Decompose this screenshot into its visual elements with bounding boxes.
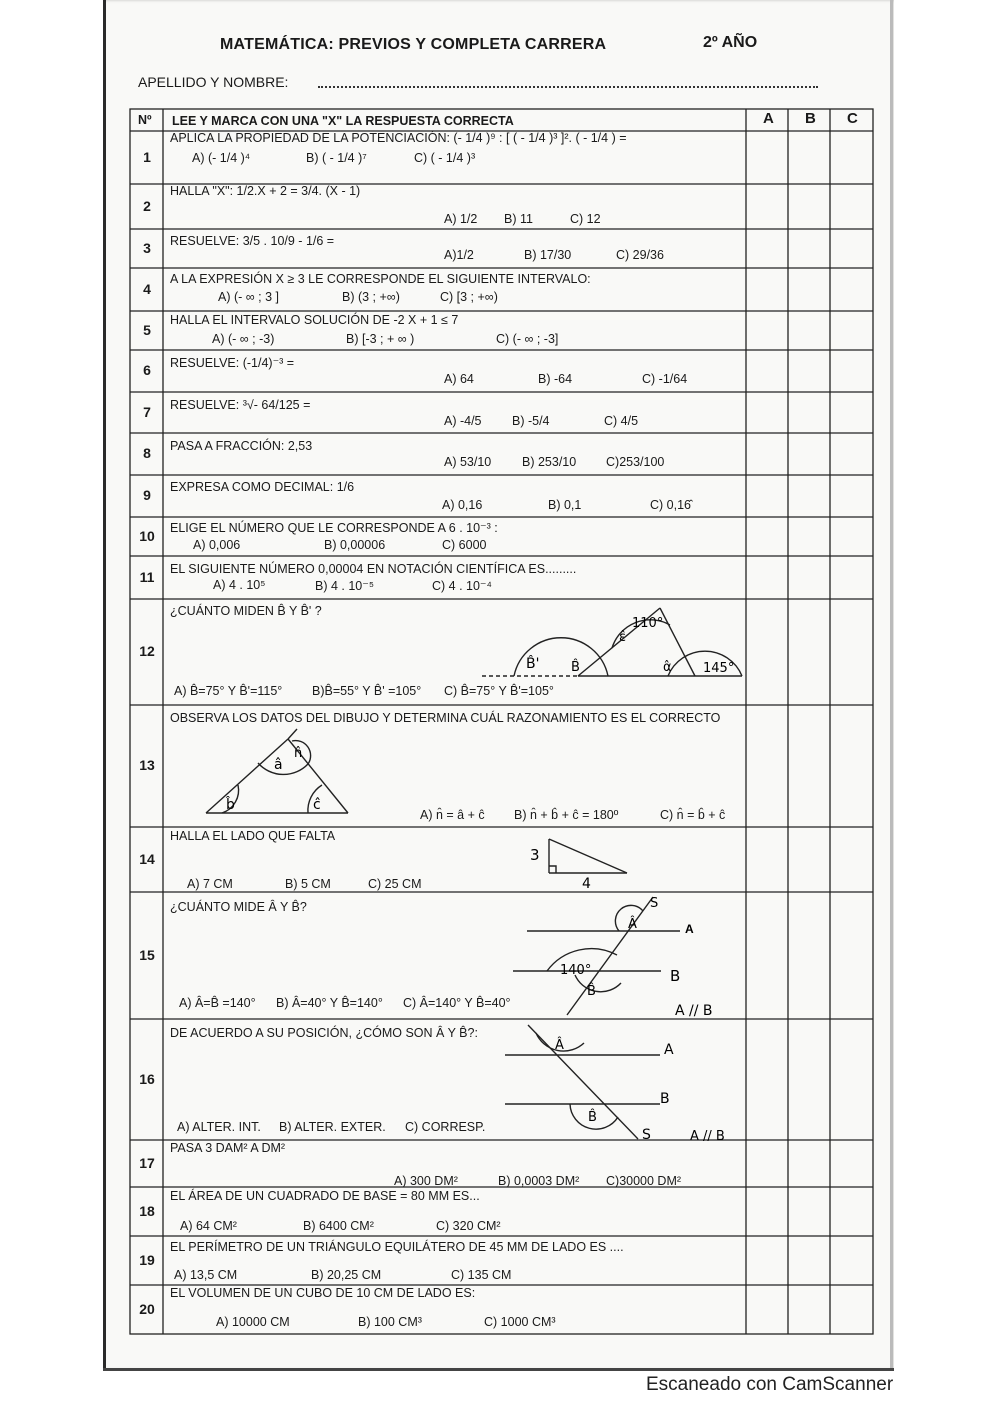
parallel-note: A // B: [675, 1003, 713, 1019]
option-c: C) CORRESP.: [405, 1120, 486, 1134]
line-a-label: A: [664, 1042, 674, 1058]
header-number: Nº: [138, 113, 152, 127]
option-a: A) 1/2: [444, 212, 478, 226]
angle-b-label: B̂: [587, 984, 596, 999]
answer-cell-a[interactable]: [747, 1141, 787, 1186]
question-number: 10: [139, 527, 155, 544]
label-a-hat: â: [274, 757, 283, 773]
answer-cell-b[interactable]: [789, 393, 829, 432]
option-a: A) B̂=75° Y B̂'=115°: [174, 684, 283, 698]
question-number: 9: [143, 487, 151, 503]
option-a: A) (- ∞ ; 3 ]: [218, 290, 279, 304]
answer-cell-a[interactable]: [747, 351, 787, 391]
question-text: EL ÁREA DE UN CUADRADO DE BASE = 80 MM ES...: [170, 1189, 480, 1203]
option-b: B) (3 ; +∞): [342, 290, 400, 304]
answer-cell-c[interactable]: [831, 828, 872, 891]
answer-cell-c[interactable]: [831, 351, 872, 391]
answer-cell-a[interactable]: [747, 132, 787, 183]
answer-cell-a[interactable]: [747, 1188, 787, 1235]
option-b: B) 11: [504, 212, 533, 226]
figure-q14-right-triangle: [525, 835, 635, 891]
question-text: RESUELVE: 3/5 . 10/9 - 1/6 =: [170, 234, 335, 248]
question-number: 11: [139, 568, 155, 585]
option-a: A)1/2: [444, 248, 474, 262]
question-number: 5: [143, 321, 151, 338]
answer-cell-c[interactable]: [831, 132, 872, 183]
answer-cell-a[interactable]: [747, 393, 787, 432]
figure-q16-parallel-lines: [500, 1021, 745, 1143]
label-epsilon: ε̂: [619, 630, 627, 645]
option-c: C) 29/36: [616, 248, 664, 262]
line-a-label: A: [685, 922, 694, 936]
line-b-label: B: [660, 1091, 670, 1107]
question-number: 2: [143, 197, 151, 214]
answer-cell-c[interactable]: [831, 893, 872, 1018]
option-c: C) [3 ; +∞): [440, 290, 498, 304]
answer-cell-a[interactable]: [747, 476, 787, 516]
question-text: ELIGE EL NÚMERO QUE LE CORRESPONDE A 6 . 10⁻³ :: [170, 521, 498, 535]
question-text: A LA EXPRESIÓN X ≥ 3 LE CORRESPONDE EL SIGUIENTE INTERVALO:: [170, 272, 591, 286]
option-c: C)253/100: [606, 455, 665, 469]
option-b: B) ALTER. EXTER.: [279, 1120, 386, 1134]
answer-cell-a[interactable]: [747, 557, 787, 598]
question-number: 20: [139, 1300, 155, 1317]
name-label: APELLIDO Y NOMBRE:: [138, 74, 289, 90]
option-b: B) ( - 1/4 )⁷: [306, 151, 367, 165]
question-text: APLICA LA PROPIEDAD DE LA POTENCIACIÓN: (- 1/4 )⁹ : [ ( - 1/4 )³ ]². ( - 1/4 ) =: [170, 131, 627, 145]
label-c-hat: ĉ: [313, 797, 321, 813]
option-b: B) -64: [538, 372, 573, 386]
option-a: A) ALTER. INT.: [177, 1120, 261, 1134]
answer-cell-c[interactable]: [831, 230, 872, 267]
answer-cell-b[interactable]: [789, 132, 829, 183]
question-text: PASA 3 DAM² A DM²: [170, 1141, 286, 1155]
option-c: C) 1000 CM³: [484, 1315, 556, 1329]
question-text: DE ACUERDO A SU POSICIÓN, ¿CÓMO SON Â Y B̂?:: [170, 1026, 478, 1040]
option-c: C) 4 . 10⁻⁴: [432, 579, 492, 593]
question-number: 4: [143, 280, 151, 297]
option-b: B) 4 . 10⁻⁵: [315, 579, 375, 593]
option-a: A) 53/10: [444, 455, 492, 469]
option-a: A) 300 DM²: [394, 1174, 458, 1188]
answer-cell-b[interactable]: [789, 893, 829, 1018]
option-c: C) 135 CM: [451, 1268, 512, 1282]
option-c: C) -1/64: [642, 372, 688, 386]
answer-cell-b[interactable]: [789, 434, 829, 474]
angle-b-label: B̂: [588, 1110, 597, 1125]
question-number: 1: [143, 148, 151, 165]
answer-cell-a[interactable]: [747, 828, 787, 891]
line-s-label: S: [642, 1127, 651, 1143]
option-a: A) n̂ = â + ĉ: [420, 808, 485, 822]
question-number: 6: [143, 362, 151, 378]
side-4: 4: [582, 876, 591, 891]
answer-cell-c[interactable]: [831, 476, 872, 516]
option-a: A) 13,5 CM: [174, 1268, 238, 1282]
option-a: A) 0,006: [193, 538, 241, 552]
answer-cell-a[interactable]: [747, 230, 787, 267]
answer-cell-a[interactable]: [747, 1286, 787, 1333]
question-text: ¿CUÁNTO MIDE Â Y B̂?: [170, 900, 307, 914]
question-number: 18: [139, 1202, 155, 1219]
question-text: HALLA EL INTERVALO SOLUCIÓN DE -2 X + 1 ≤ 7: [170, 313, 459, 327]
option-b: B) n̂ + b̂ + ĉ = 180º: [514, 808, 619, 822]
question-text: HALLA EL LADO QUE FALTA: [170, 829, 336, 843]
figure-q13-triangle: [200, 727, 360, 819]
angle-a-label: Â: [555, 1038, 564, 1053]
option-b: B) Â=40° Y B̂=140°: [276, 996, 383, 1010]
answer-cell-a[interactable]: [747, 185, 787, 228]
question-number: 8: [143, 445, 151, 461]
angle-110: 110°: [632, 616, 664, 631]
answer-cell-b[interactable]: [789, 351, 829, 391]
option-c: C) 320 CM²: [436, 1219, 501, 1233]
option-c: C) (- ∞ ; -3]: [496, 332, 559, 346]
option-a: A) 7 CM: [187, 877, 233, 891]
question-number: 19: [139, 1251, 155, 1268]
answer-cell-c[interactable]: [831, 1237, 872, 1284]
answer-cell-a[interactable]: [747, 269, 787, 310]
answer-cell-b[interactable]: [789, 518, 829, 555]
side-3: 3: [530, 846, 540, 864]
option-b: B) 0,1: [548, 498, 582, 512]
grade-year: 2º AÑO: [703, 34, 758, 51]
answer-cell-c[interactable]: [831, 434, 872, 474]
answer-cell-b[interactable]: [789, 1237, 829, 1284]
option-b: B) 6400 CM²: [303, 1219, 374, 1233]
option-a: A) -4/5: [444, 414, 482, 428]
question-text: RESUELVE: (-1/4)⁻³ =: [170, 356, 295, 370]
option-c: C) B̂=75° Y B̂'=105°: [444, 684, 554, 698]
label-b: B̂: [571, 660, 580, 675]
answer-cell-a[interactable]: [747, 706, 787, 826]
option-c: C)30000 DM²: [606, 1174, 682, 1188]
answer-cell-b[interactable]: [789, 269, 829, 310]
question-text: RESUELVE: ³√- 64/125 =: [170, 398, 311, 412]
option-b: B) 100 CM³: [358, 1315, 422, 1329]
option-b: B) 5 CM: [285, 877, 331, 891]
answer-cell-c[interactable]: [831, 557, 872, 598]
figure-q15-parallel-lines: [505, 893, 745, 1019]
answer-cell-b[interactable]: [789, 557, 829, 598]
label-alpha: α̂: [663, 660, 672, 675]
question-text: EL VOLUMEN DE UN CUBO DE 10 CM DE LADO ES:: [170, 1286, 476, 1300]
answer-cell-c[interactable]: [831, 269, 872, 310]
question-number: 3: [143, 239, 151, 256]
label-n-hat: n̂: [294, 746, 303, 761]
header-col-c: C: [847, 110, 858, 127]
option-a: A) 64: [444, 372, 474, 386]
answer-cell-b[interactable]: [789, 1286, 829, 1333]
answer-cell-a[interactable]: [747, 1020, 787, 1139]
answer-cell-a[interactable]: [747, 1237, 787, 1284]
answer-cell-c[interactable]: [831, 1020, 872, 1139]
option-b: B) 253/10: [522, 455, 577, 469]
answer-cell-c[interactable]: [831, 1141, 872, 1186]
answer-cell-b[interactable]: [789, 312, 829, 349]
option-b: B) -5/4: [512, 414, 550, 428]
option-a: A) (- ∞ ; -3): [212, 332, 275, 346]
figure-q12-triangle: [480, 600, 750, 702]
answer-cell-b[interactable]: [789, 828, 829, 891]
question-number: 14: [139, 850, 155, 867]
option-c: C) n̂ = b̂ + ĉ: [660, 808, 726, 822]
option-b: B) 0,0003 DM²: [498, 1174, 580, 1188]
option-b: B)B̂=55° Y B̂' =105°: [312, 684, 422, 698]
answer-cell-c[interactable]: [831, 393, 872, 432]
answer-cell-b[interactable]: [789, 185, 829, 228]
question-text: EXPRESA COMO DECIMAL: 1/6: [170, 480, 355, 494]
header-instruction: LEE Y MARCA CON UNA "X" LA RESPUESTA CORRECTA: [172, 114, 514, 128]
answer-cell-c[interactable]: [831, 185, 872, 228]
option-a: A) (- 1/4 )⁴: [192, 151, 251, 165]
answer-cell-a[interactable]: [747, 518, 787, 555]
line-b-label: B: [670, 967, 681, 985]
option-b: B) 20,25 CM: [311, 1268, 382, 1282]
question-number: 12: [139, 643, 155, 659]
option-b: B) [-3 ; + ∞ ): [346, 332, 415, 346]
angle-a-label: Â: [628, 917, 637, 932]
option-b: B) 17/30: [524, 248, 572, 262]
question-number: 13: [139, 757, 155, 773]
answer-cell-b[interactable]: [789, 600, 829, 704]
label-b-hat: b̂: [226, 797, 235, 813]
question-text: EL PERÍMETRO DE UN TRIÁNGULO EQUILÁTERO DE 45 MM DE LADO ES ....: [170, 1240, 624, 1254]
scanner-footer: Escaneado con CamScanner: [646, 1374, 894, 1395]
line-s-label: S: [650, 896, 659, 911]
option-c: C) 0,16̂: [650, 498, 691, 512]
option-a: A) Â=B̂ =140°: [179, 996, 256, 1010]
question-number: 16: [139, 1070, 155, 1087]
answer-cell-b[interactable]: [789, 1141, 829, 1186]
angle-145: 145°: [703, 661, 735, 676]
question-text: OBSERVA LOS DATOS DEL DIBUJO Y DETERMINA CUÁL RAZONAMIENTO ES EL CORRECTO: [170, 711, 721, 725]
answer-cell-a[interactable]: [747, 434, 787, 474]
question-text: HALLA "X": 1/2.X + 2 = 3/4. (X - 1): [170, 184, 361, 198]
option-a: A) 10000 CM: [216, 1315, 290, 1329]
question-number: 7: [143, 403, 151, 420]
angle-140: 140°: [560, 963, 592, 978]
label-bp: B̂': [526, 656, 540, 672]
option-a: A) 4 . 10⁵: [213, 578, 266, 592]
option-c: C) 4/5: [604, 414, 639, 428]
answer-cell-c[interactable]: [831, 312, 872, 349]
question-text: ¿CUÁNTO MIDEN B̂ Y B̂' ?: [170, 604, 322, 618]
option-c: C) 25 CM: [368, 877, 422, 891]
header-col-b: B: [805, 110, 816, 127]
answer-cell-a[interactable]: [747, 312, 787, 349]
answer-cell-a[interactable]: [747, 600, 787, 704]
question-number: 15: [139, 946, 155, 963]
option-a: A) 0,16: [442, 498, 483, 512]
answer-cell-b[interactable]: [789, 476, 829, 516]
option-c: C) 12: [570, 212, 601, 226]
question-number: 17: [139, 1154, 155, 1171]
answer-cell-c[interactable]: [831, 600, 872, 704]
answer-cell-b[interactable]: [789, 706, 829, 826]
question-text: PASA A FRACCIÓN: 2,53: [170, 439, 313, 453]
answer-cell-c[interactable]: [831, 1188, 872, 1235]
header-col-a: A: [763, 110, 774, 127]
question-text: EL SIGUIENTE NÚMERO 0,00004 EN NOTACIÓN CIENTÍFICA ES.........: [170, 562, 577, 576]
answer-cell-c[interactable]: [831, 706, 872, 826]
page-title: MATEMÁTICA: PREVIOS Y COMPLETA CARRERA: [220, 36, 607, 53]
option-c: C) ( - 1/4 )³: [414, 151, 476, 165]
answer-cell-b[interactable]: [789, 230, 829, 267]
answer-cell-c[interactable]: [831, 1286, 872, 1333]
answer-cell-b[interactable]: [789, 1020, 829, 1139]
parallel-note: A // B: [690, 1129, 725, 1143]
answer-cell-b[interactable]: [789, 1188, 829, 1235]
answer-cell-a[interactable]: [747, 893, 787, 1018]
answer-cell-c[interactable]: [831, 518, 872, 555]
option-c: C) 6000: [442, 538, 487, 552]
option-a: A) 64 CM²: [180, 1219, 237, 1233]
option-b: B) 0,00006: [324, 538, 386, 552]
option-c: C) Â=140° Y B̂=40°: [403, 996, 511, 1010]
